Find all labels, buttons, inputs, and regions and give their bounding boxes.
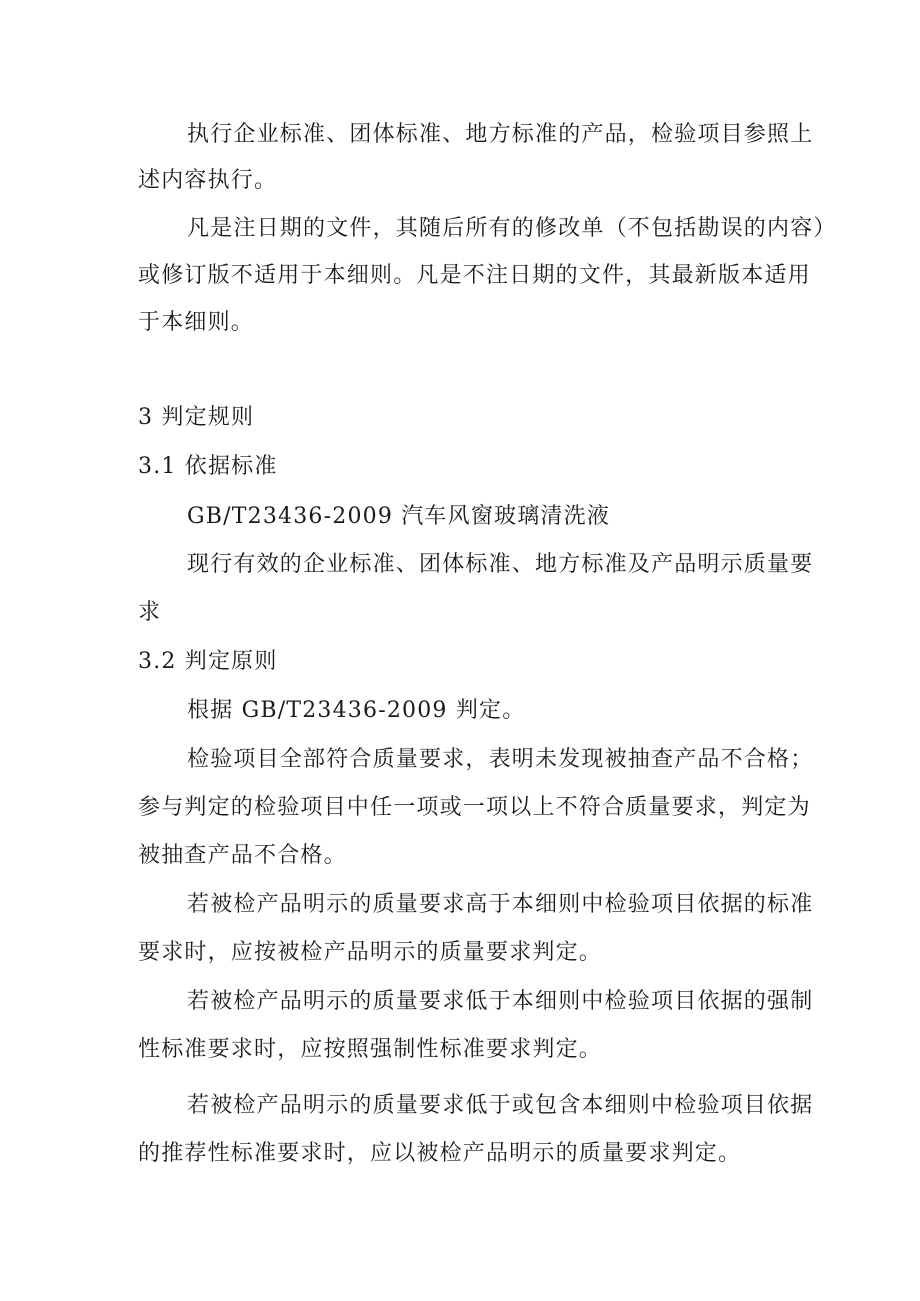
paragraph-line: 参与判定的检验项目中任一项或一项以上不符合质量要求，判定为 xyxy=(138,795,811,820)
paragraph-line: 执行企业标准、团体标准、地方标准的产品，检验项目参照上 xyxy=(187,122,814,147)
paragraph-line: 若被检产品明示的质量要求低于或包含本细则中检验项目依据 xyxy=(187,1093,814,1118)
paragraph-line: 若被检产品明示的质量要求高于本细则中检验项目依据的标准 xyxy=(187,892,814,917)
paragraph-line: 述内容执行。 xyxy=(138,168,278,193)
paragraph-line: 若被检产品明示的质量要求低于本细则中检验项目依据的强制 xyxy=(187,989,814,1014)
paragraph-line: 于本细则。 xyxy=(138,310,255,335)
paragraph-line: 现行有效的企业标准、团体标准、地方标准及产品明示质量要 xyxy=(187,552,814,577)
paragraph-line: 求 xyxy=(138,600,162,625)
paragraph-line: 凡是注日期的文件，其随后所有的修改单（不包括勘误的内容） xyxy=(187,216,837,241)
paragraph-line: 性标准要求时，应按照强制性标准要求判定。 xyxy=(138,1037,603,1062)
paragraph-line: 被抽查产品不合格。 xyxy=(138,843,347,868)
subsection-heading: 3.2 判定原则 xyxy=(138,649,278,674)
standard-reference: GB/T23436-2009 汽车风窗玻璃清洗液 xyxy=(187,504,611,529)
paragraph-line: 根据 GB/T23436-2009 判定。 xyxy=(187,698,526,723)
section-heading: 3 判定规则 xyxy=(138,405,255,430)
paragraph-line: 或修订版不适用于本细则。凡是不注日期的文件，其最新版本适用 xyxy=(138,263,811,288)
paragraph-line: 检验项目全部符合质量要求，表明未发现被抽查产品不合格； xyxy=(187,747,814,772)
paragraph-line: 要求时，应按被检产品明示的质量要求判定。 xyxy=(138,940,603,965)
subsection-heading: 3.1 依据标准 xyxy=(138,454,278,479)
paragraph-line: 的推荐性标准要求时，应以被检产品明示的质量要求判定。 xyxy=(138,1141,742,1166)
